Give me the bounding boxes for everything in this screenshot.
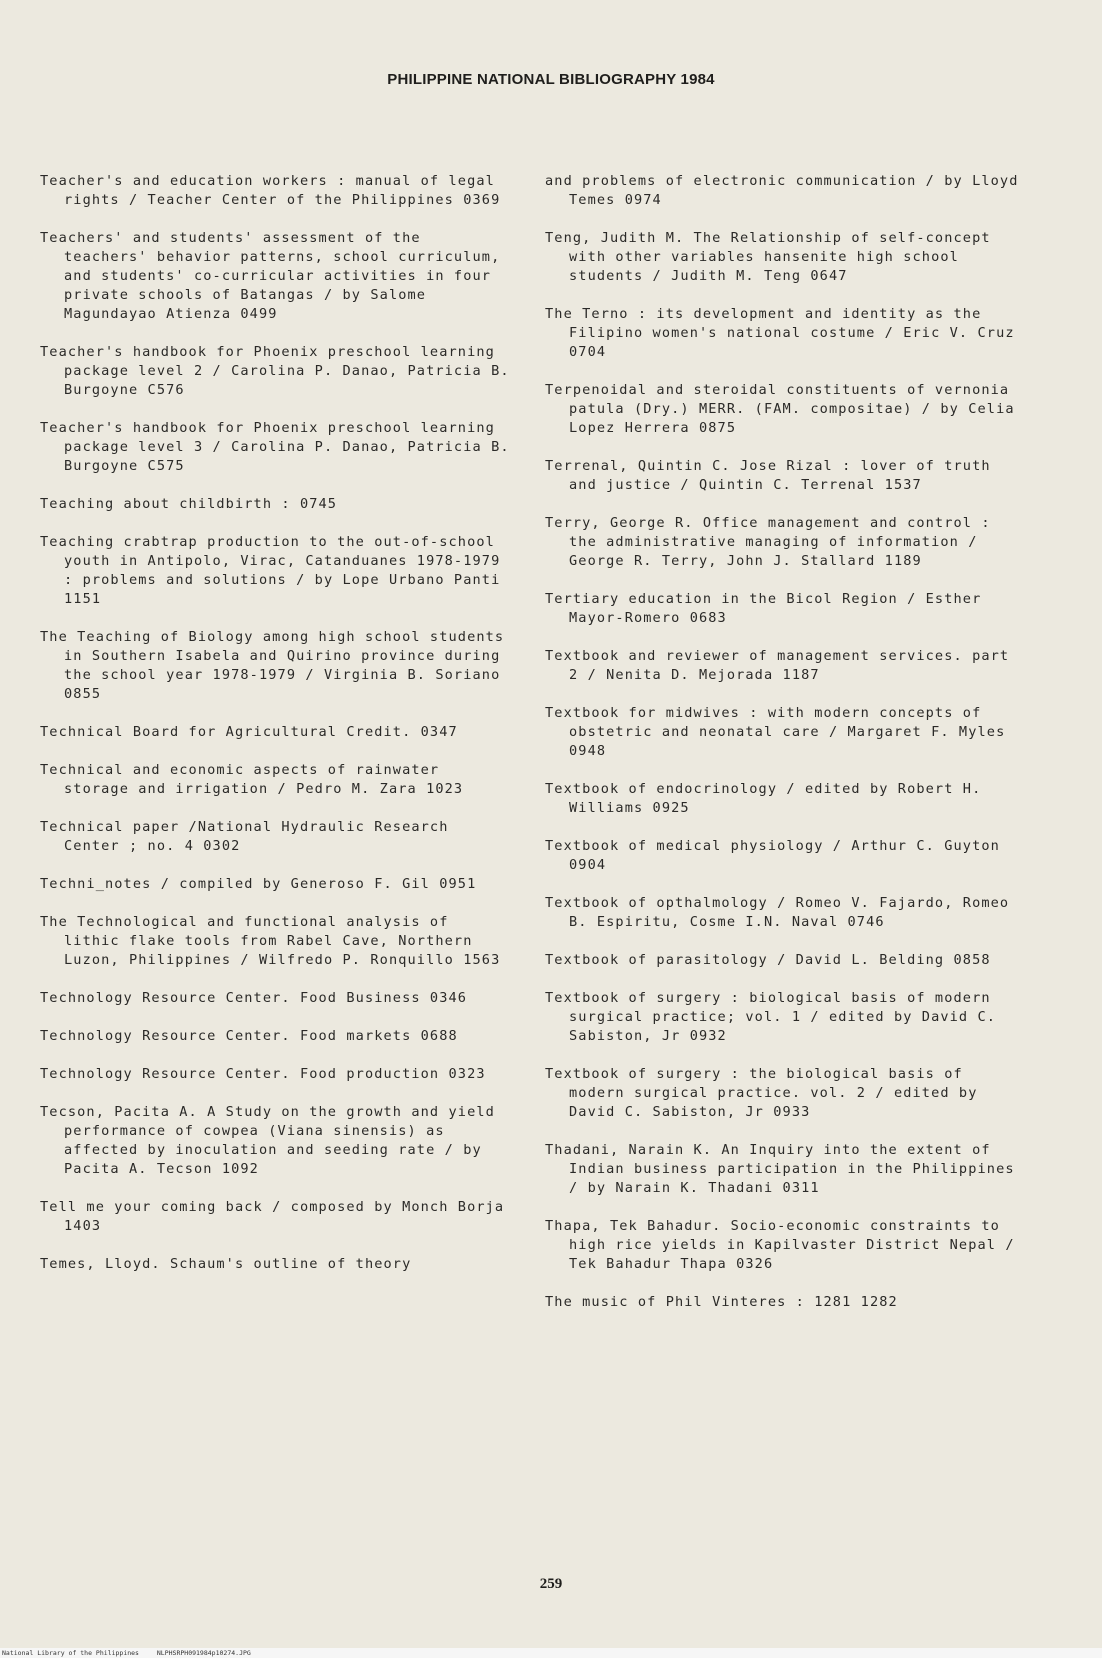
bibliography-entry: Textbook of medical physiology / Arthur C. Guyton 0904	[545, 838, 1000, 873]
bibliography-entry: Temes, Lloyd. Schaum's outline of theory	[40, 1256, 412, 1272]
bibliography-entry: Techni_notes / compiled by Generoso F. Gil 0951	[40, 876, 477, 892]
bibliography-entry: Textbook of opthalmology / Romeo V. Fajardo, Romeo B. Espiritu, Cosme I.N. Naval 0746	[545, 895, 1010, 930]
bibliography-entry: Terrenal, Quintin C. Jose Rizal : lover of truth and justice / Quintin C. Terrenal 1537	[545, 458, 991, 493]
left-column	[40, 172, 510, 1293]
bibliography-entry: Terpenoidal and steroidal constituents of vernonia patula (Dry.) MERR. (FAM. compositae) / by Celia Lopez Herrera 0875	[545, 382, 1015, 436]
footer-file: NLPHSRPH091984p10274.JPG	[156, 1649, 251, 1657]
bibliography-entry: Textbook of parasitology / David L. Belding 0858	[545, 952, 991, 968]
bibliography-entry: Teacher's handbook for Phoenix preschool learning package level 3 / Carolina P. Danao, Patricia B. Burgoyne C575	[40, 420, 510, 474]
bibliography-entry: Teacher's handbook for Phoenix preschool learning package level 2 / Carolina P. Danao, Patricia B. Burgoyne C576	[40, 344, 510, 398]
bibliography-entry: Tell me your coming back / composed by Monch Borja 1403	[40, 1199, 505, 1234]
bibliography-entry: Textbook of endocrinology / edited by Robert H. Williams 0925	[545, 781, 982, 816]
bibliography-entry: Technical paper /National Hydraulic Research Center ; no. 4 0302	[40, 819, 449, 854]
bibliography-entry: Teaching crabtrap production to the out-of-school youth in Antipolo, Virac, Catanduanes 1978-1979 : problems and solutions / by Lope Urbano Panti 1151	[40, 534, 501, 607]
bibliography-entry: The Terno : its development and identity as the Filipino women's national costume / Eric V. Cruz 0704	[545, 306, 1015, 360]
bibliography-entry: Teng, Judith M. The Relationship of self-concept with other variables hansenite high school students / Judith M. Teng 0647	[545, 230, 991, 284]
bibliography-entry: Textbook and reviewer of management services. part 2 / Nenita D. Mejorada 1187	[545, 648, 1010, 683]
footer-strip	[0, 1648, 1102, 1658]
bibliography-entry: Teaching about childbirth : 0745	[40, 496, 338, 512]
bibliography-entry: The Teaching of Biology among high school students in Southern Isabela and Quirino province during the school year 1978-1979 / Virginia B. Soriano 0855	[40, 629, 505, 702]
bibliography-entry: Textbook of surgery : the biological basis of modern surgical practice. vol. 2 / edited by David C. Sabiston, Jr 0933	[545, 1066, 978, 1120]
bibliography-entry: Thapa, Tek Bahadur. Socio-economic constraints to high rice yields in Kapilvaster District Nepal / Tek Bahadur Thapa 0326	[545, 1218, 1015, 1272]
bibliography-entry: Thadani, Narain K. An Inquiry into the extent of Indian business participation in the Philippines / by Narain K. Thadani 0311	[545, 1142, 1015, 1196]
footer-library: National Library of the Philippines	[2, 1649, 139, 1657]
bibliography-entry: Technology Resource Center. Food production 0323	[40, 1066, 486, 1082]
bibliography-entry: Terry, George R. Office management and control : the administrative managing of information / George R. Terry, John J. Stallard 1189	[545, 515, 991, 569]
bibliography-entry: Tecson, Pacita A. A Study on the growth and yield performance of cowpea (Viana sinensis) as affected by inoculation and seeding rate / by Pacita A. Tecson 1092	[40, 1104, 495, 1177]
bibliography-entry: The music of Phil Vinteres : 1281 1282	[545, 1294, 898, 1310]
bibliography-entry: Technology Resource Center. Food markets 0688	[40, 1028, 458, 1044]
bibliography-entry: Teacher's and education workers : manual of legal rights / Teacher Center of the Philippines 0369	[40, 173, 501, 208]
right-column	[545, 172, 1025, 1331]
bibliography-entry: Textbook for midwives : with modern concepts of obstetric and neonatal care / Margaret F. Myles 0948	[545, 705, 1006, 759]
bibliography-entry: Technical Board for Agricultural Credit. 0347	[40, 724, 458, 740]
bibliography-entry: Tertiary education in the Bicol Region / Esther Mayor-Romero 0683	[545, 591, 982, 626]
bibliography-entry: Textbook of surgery : biological basis of modern surgical practice; vol. 1 / edited by David C. Sabiston, Jr 0932	[545, 990, 997, 1044]
page-number: 259	[539, 1576, 563, 1592]
bibliography-entry: and problems of electronic communication / by Lloyd Temes 0974	[545, 173, 1019, 208]
bibliography-entry: The Technological and functional analysis of lithic flake tools from Rabel Cave, Northern Luzon, Philippines / Wilfredo P. Ronquillo 1563	[40, 914, 501, 968]
bibliography-entry: Teachers' and students' assessment of the teachers' behavior patterns, school curriculum, and students' co-curricular activities in four private schools of Batangas / by Salome Magundayao Atienza 0499	[40, 230, 501, 322]
bibliography-entry: Technical and economic aspects of rainwater storage and irrigation / Pedro M. Zara 1023	[40, 762, 464, 797]
bibliography-entry: Technology Resource Center. Food Business 0346	[40, 990, 468, 1006]
page-title: PHILIPPINE NATIONAL BIBLIOGRAPHY 1984	[387, 71, 715, 88]
